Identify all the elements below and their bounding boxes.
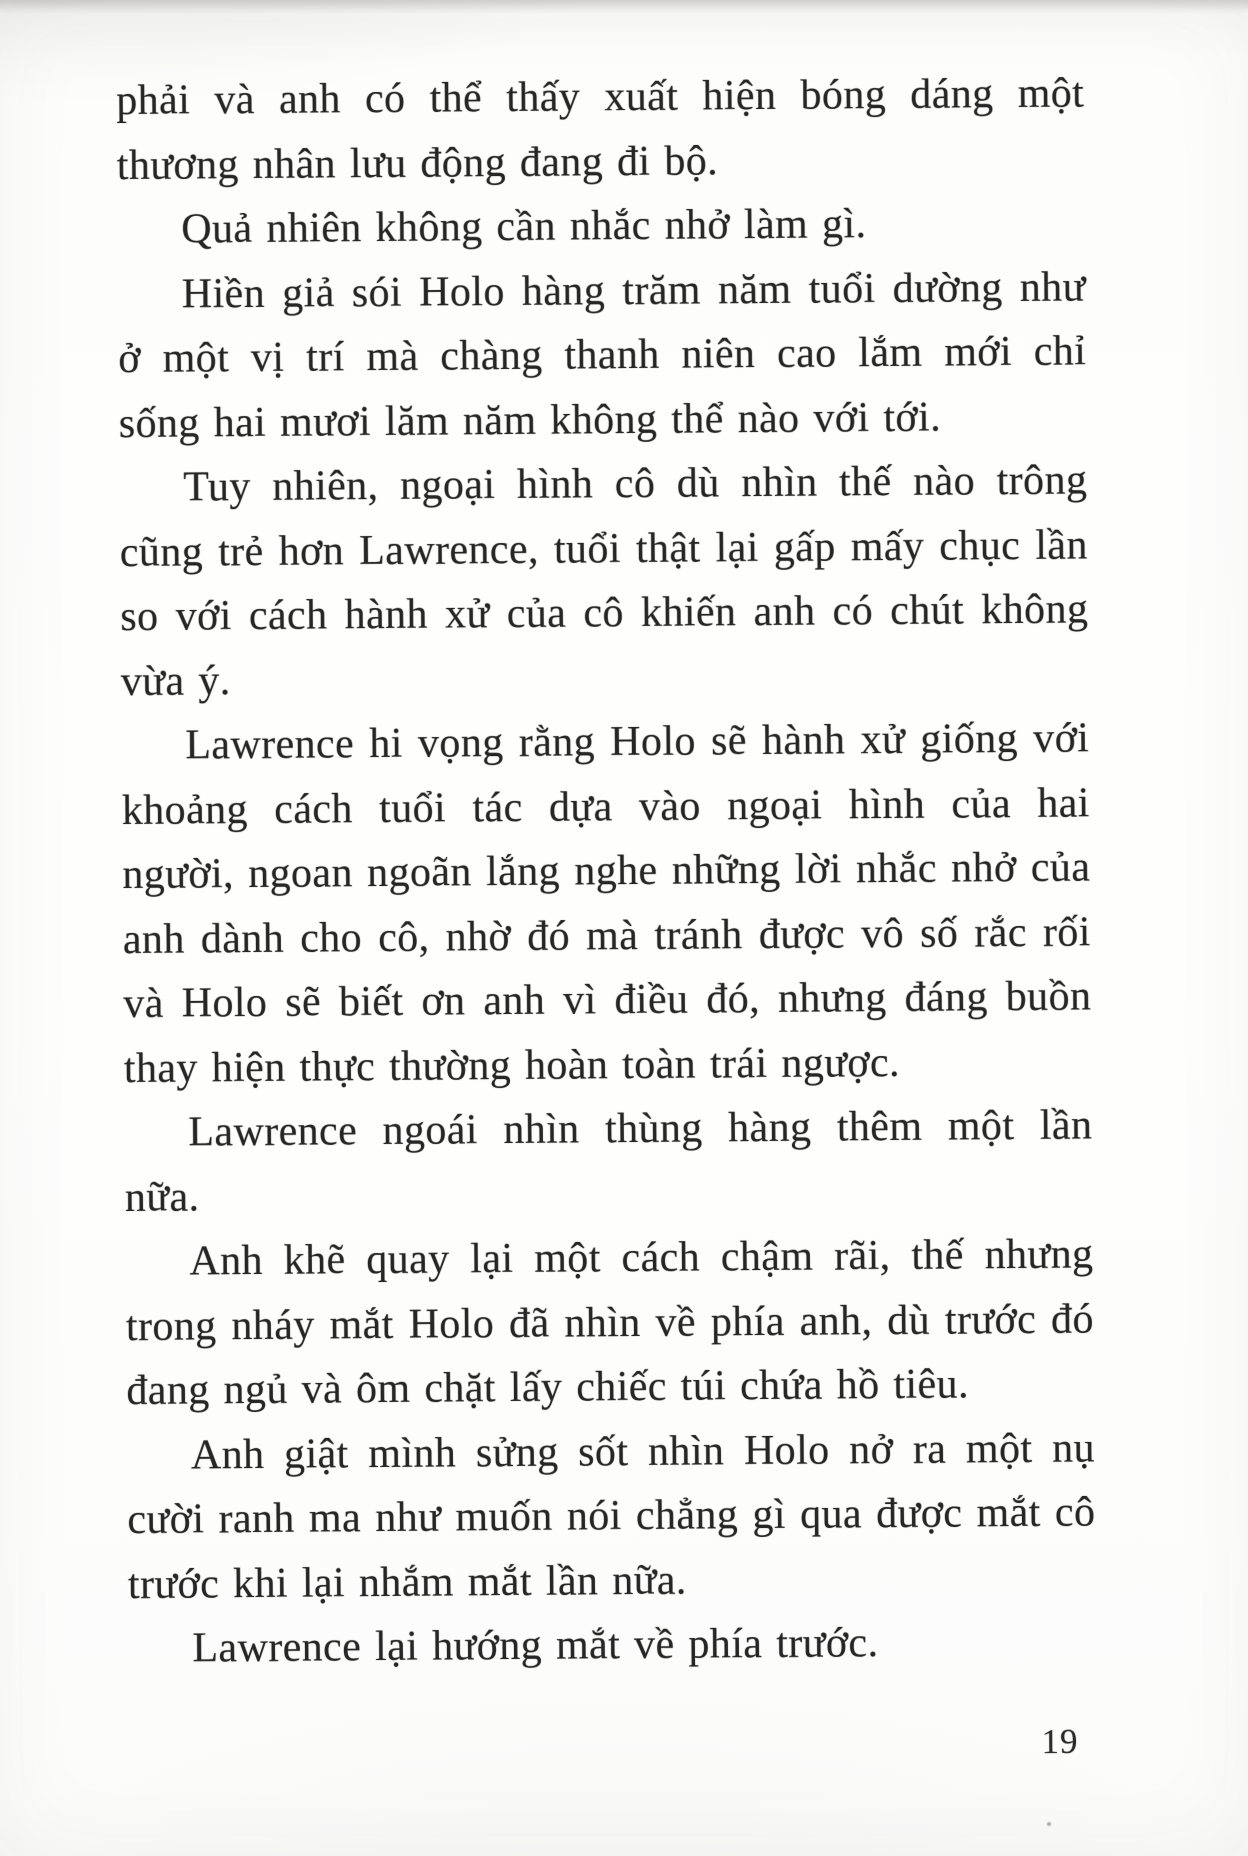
paragraph: phải và anh có thể thấy xuất hiện bóng dáng một thương nhân lưu động đang đi bộ. bbox=[116, 70, 1085, 189]
paragraph: Lawrence hi vọng rằng Holo sẽ hành xử giống với khoảng cách tuổi tác dựa vào ngoại hình của hai người, ngoan ngoãn lắng nghe những lời nhắc nhở của anh dành cho cô, nhờ đó mà tránh được vô số rắc rối và Holo sẽ biết ơn anh vì điều đó, nhưng đáng buồn thay hiện thực thường hoàn toàn trái ngược. bbox=[121, 715, 1092, 1092]
paragraph: Tuy nhiên, ngoại hình cô dù nhìn thế nào trông cũng trẻ hơn Lawrence, tuổi thật lại gấp mấy chục lần so với cách hành xử của cô khiến anh có chút không vừa ý. bbox=[119, 457, 1089, 705]
paragraph: Lawrence lại hướng mắt về phía trước. bbox=[192, 1620, 879, 1672]
scan-speck bbox=[1047, 1822, 1051, 1826]
paragraph: Anh giật mình sửng sốt nhìn Holo nở ra một nụ cười ranh ma như muốn nói chẳng gì qua được mắt cô trước khi lại nhắm mắt lần nữa. bbox=[127, 1424, 1096, 1608]
paragraph: Anh khẽ quay lại một cách chậm rãi, thế nhưng trong nháy mắt Holo đã nhìn về phía anh, dù trước đó đang ngủ và ôm chặt lấy chiếc túi chứa hồ tiêu. bbox=[125, 1231, 1095, 1414]
page-number: 19 bbox=[1041, 1721, 1079, 1762]
paragraph: Lawrence ngoái nhìn thùng hàng thêm một lần nữa. bbox=[124, 1102, 1093, 1221]
page-text bbox=[116, 61, 1097, 1681]
paragraph: Hiền giả sói Holo hàng trăm năm tuổi dường như ở một vị trí mà chàng thanh niên cao lắm mới chỉ sống hai mươi lăm năm không thể nào với tới. bbox=[118, 263, 1087, 447]
paragraph: Quả nhiên không cần nhắc nhở làm gì. bbox=[181, 201, 867, 253]
